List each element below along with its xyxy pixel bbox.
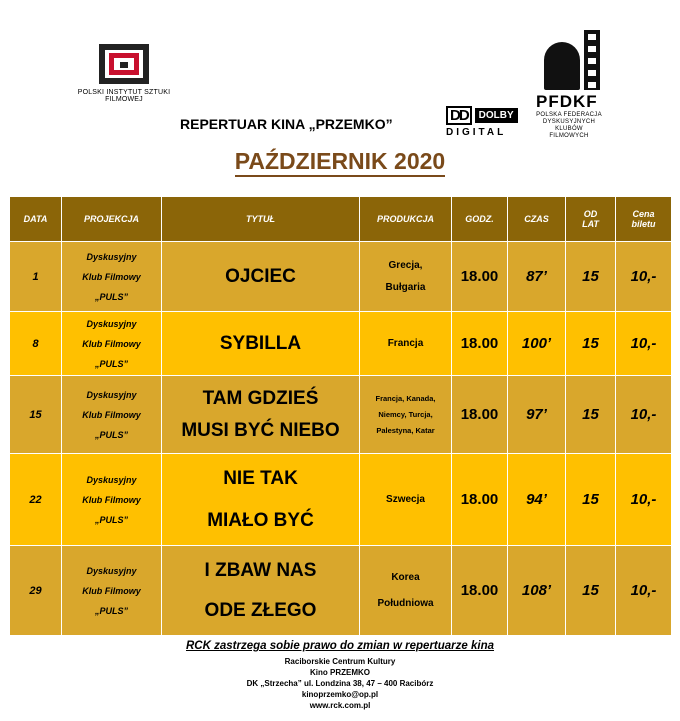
cell-projection: Dyskusyjny Klub Filmowy „PULS” xyxy=(62,242,162,312)
cell-date: 15 xyxy=(10,376,62,454)
footer-cinema: Kino PRZEMKO xyxy=(310,668,370,677)
cell-title: TAM GDZIEŚ MUSI BYĆ NIEBO xyxy=(162,376,360,454)
cell-time: 18.00 xyxy=(452,312,508,376)
table-row xyxy=(10,546,672,636)
header-title: TYTUŁ xyxy=(162,197,360,242)
dolby-mark: DD xyxy=(446,106,472,125)
cell-age: 15 xyxy=(566,546,616,636)
footer-org: Raciborskie Centrum Kultury xyxy=(284,657,396,666)
month-heading: PAŹDZIERNIK 2020 xyxy=(0,148,680,175)
cell-time: 18.00 xyxy=(452,376,508,454)
header-date: DATA xyxy=(10,197,62,242)
header-projection: PROJEKCJA xyxy=(62,197,162,242)
cell-production: Korea Południowa xyxy=(360,546,452,636)
cell-title: SYBILLA xyxy=(162,312,360,376)
cell-production: Szwecja xyxy=(360,454,452,546)
cell-title: OJCIEC xyxy=(162,242,360,312)
cell-age: 15 xyxy=(566,242,616,312)
pisf-name: POLSKI INSTYTUT SZTUKI FILMOWEJ xyxy=(77,89,171,103)
header-production: PRODUKCJA xyxy=(360,197,452,242)
cell-price: 10,- xyxy=(616,546,672,636)
repertoire-table xyxy=(9,196,672,636)
cell-production: Grecja, Bułgaria xyxy=(360,242,452,312)
cell-price: 10,- xyxy=(616,454,672,546)
cell-date: 8 xyxy=(10,312,62,376)
cell-length: 87’ xyxy=(508,242,566,312)
header-length: CZAS xyxy=(508,197,566,242)
table-header-row xyxy=(10,197,672,242)
cell-time: 18.00 xyxy=(452,546,508,636)
dolby-word: DOLBY xyxy=(475,108,518,123)
cell-age: 15 xyxy=(566,454,616,546)
footer-website[interactable]: www.rck.com.pl xyxy=(309,701,371,710)
cell-length: 108’ xyxy=(508,546,566,636)
cell-projection: Dyskusyjny Klub Filmowy „PULS” xyxy=(62,376,162,454)
pfdkf-logo-icon xyxy=(536,28,602,90)
table-row xyxy=(10,454,672,546)
header-age: OD LAT xyxy=(566,197,616,242)
change-notice: RCK zastrzega sobie prawo do zmian w repertuarze kina xyxy=(185,640,495,652)
cell-length: 97’ xyxy=(508,376,566,454)
cell-title: I ZBAW NAS ODE ZŁEGO xyxy=(162,546,360,636)
page-title: REPERTUAR KINA „PRZEMKO” xyxy=(180,116,393,132)
cell-date: 1 xyxy=(10,242,62,312)
table-row xyxy=(10,312,672,376)
cell-time: 18.00 xyxy=(452,242,508,312)
pfdkf-name: PFDKF xyxy=(536,92,598,111)
cell-age: 15 xyxy=(566,376,616,454)
dolby-sub: DIGITAL xyxy=(446,127,507,138)
footer-email[interactable]: kinoprzemko@op.pl xyxy=(301,690,379,699)
pfdkf-subtitle: POLSKA FEDERACJA DYSKUSYJNYCH KLUBÓW FILMOWYCH xyxy=(536,112,602,139)
cell-price: 10,- xyxy=(616,242,672,312)
cell-projection: Dyskusyjny Klub Filmowy „PULS” xyxy=(62,312,162,376)
cell-price: 10,- xyxy=(616,376,672,454)
header-time: GODZ. xyxy=(452,197,508,242)
pisf-logo-block xyxy=(60,44,188,103)
cell-title: NIE TAK MIAŁO BYĆ xyxy=(162,454,360,546)
footer-address: DK „Strzecha” ul. Londzina 38, 47 – 400 Racibórz xyxy=(246,679,434,688)
cell-price: 10,- xyxy=(616,312,672,376)
header-price: Cena biletu xyxy=(616,197,672,242)
footer-contact xyxy=(0,656,680,711)
pisf-logo-icon xyxy=(99,44,149,84)
cell-date: 29 xyxy=(10,546,62,636)
cell-length: 100’ xyxy=(508,312,566,376)
cell-production: Francja, Kanada, Niemcy, Turcja, Palestyna, Katar xyxy=(360,376,452,454)
cell-length: 94’ xyxy=(508,454,566,546)
cell-projection: Dyskusyjny Klub Filmowy „PULS” xyxy=(62,546,162,636)
cell-date: 22 xyxy=(10,454,62,546)
cell-production: Francja xyxy=(360,312,452,376)
dolby-digital-logo xyxy=(446,106,522,138)
cell-projection: Dyskusyjny Klub Filmowy „PULS” xyxy=(62,454,162,546)
cell-time: 18.00 xyxy=(452,454,508,546)
pfdkf-logo-block xyxy=(536,28,614,140)
table-row xyxy=(10,376,672,454)
table-row xyxy=(10,242,672,312)
cell-age: 15 xyxy=(566,312,616,376)
